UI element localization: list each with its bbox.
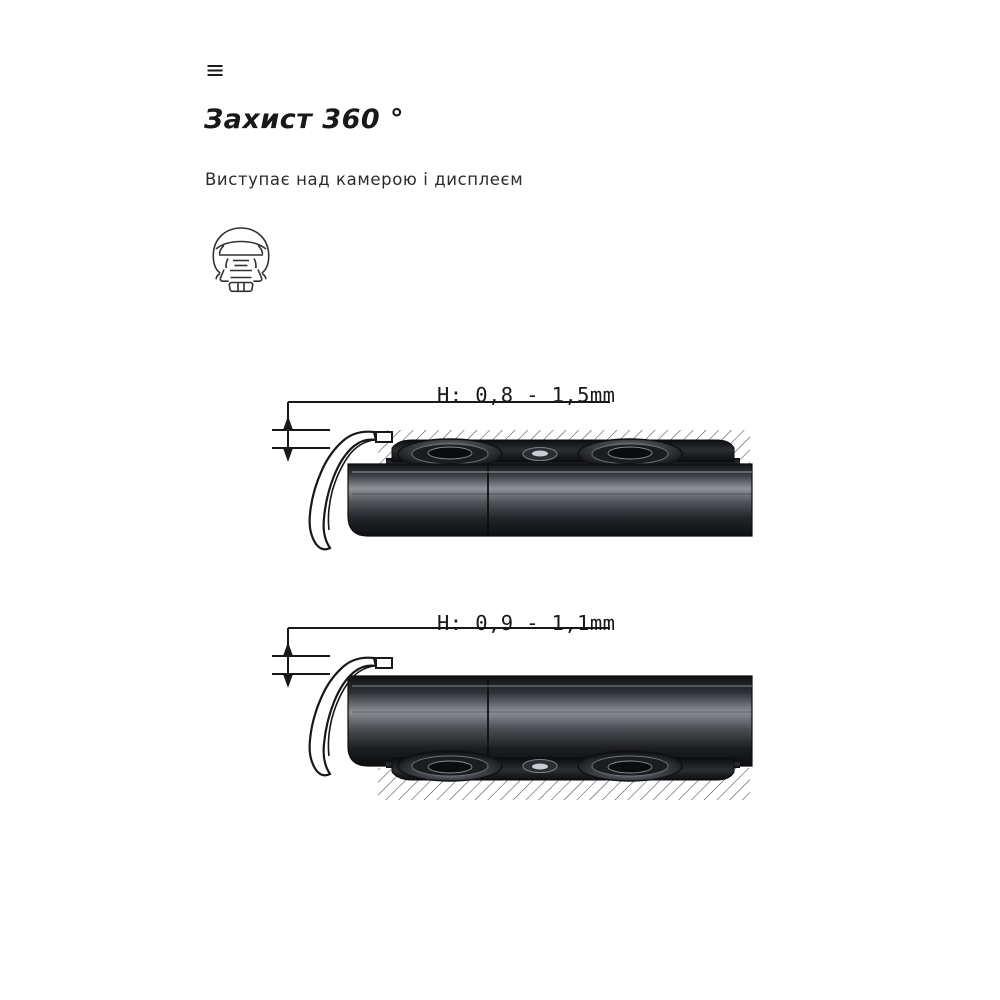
page-title: Захист 360 ° xyxy=(204,104,405,135)
dimension-label-bottom: H: 0,9 - 1,1mm xyxy=(437,611,616,635)
diagram-camera-protrusion xyxy=(0,372,1000,572)
phone-body-top xyxy=(348,464,752,536)
diagram-display-protrusion xyxy=(0,600,1000,800)
hamburger-menu-icon[interactable]: ≡ xyxy=(205,56,226,84)
phone-body-bottom xyxy=(348,676,752,766)
stormtrooper-helmet-icon xyxy=(200,225,282,297)
page-subtitle: Виступає над камерою і дисплеєм xyxy=(205,170,524,189)
dimension-label-top: H: 0,8 - 1,5mm xyxy=(437,383,616,407)
